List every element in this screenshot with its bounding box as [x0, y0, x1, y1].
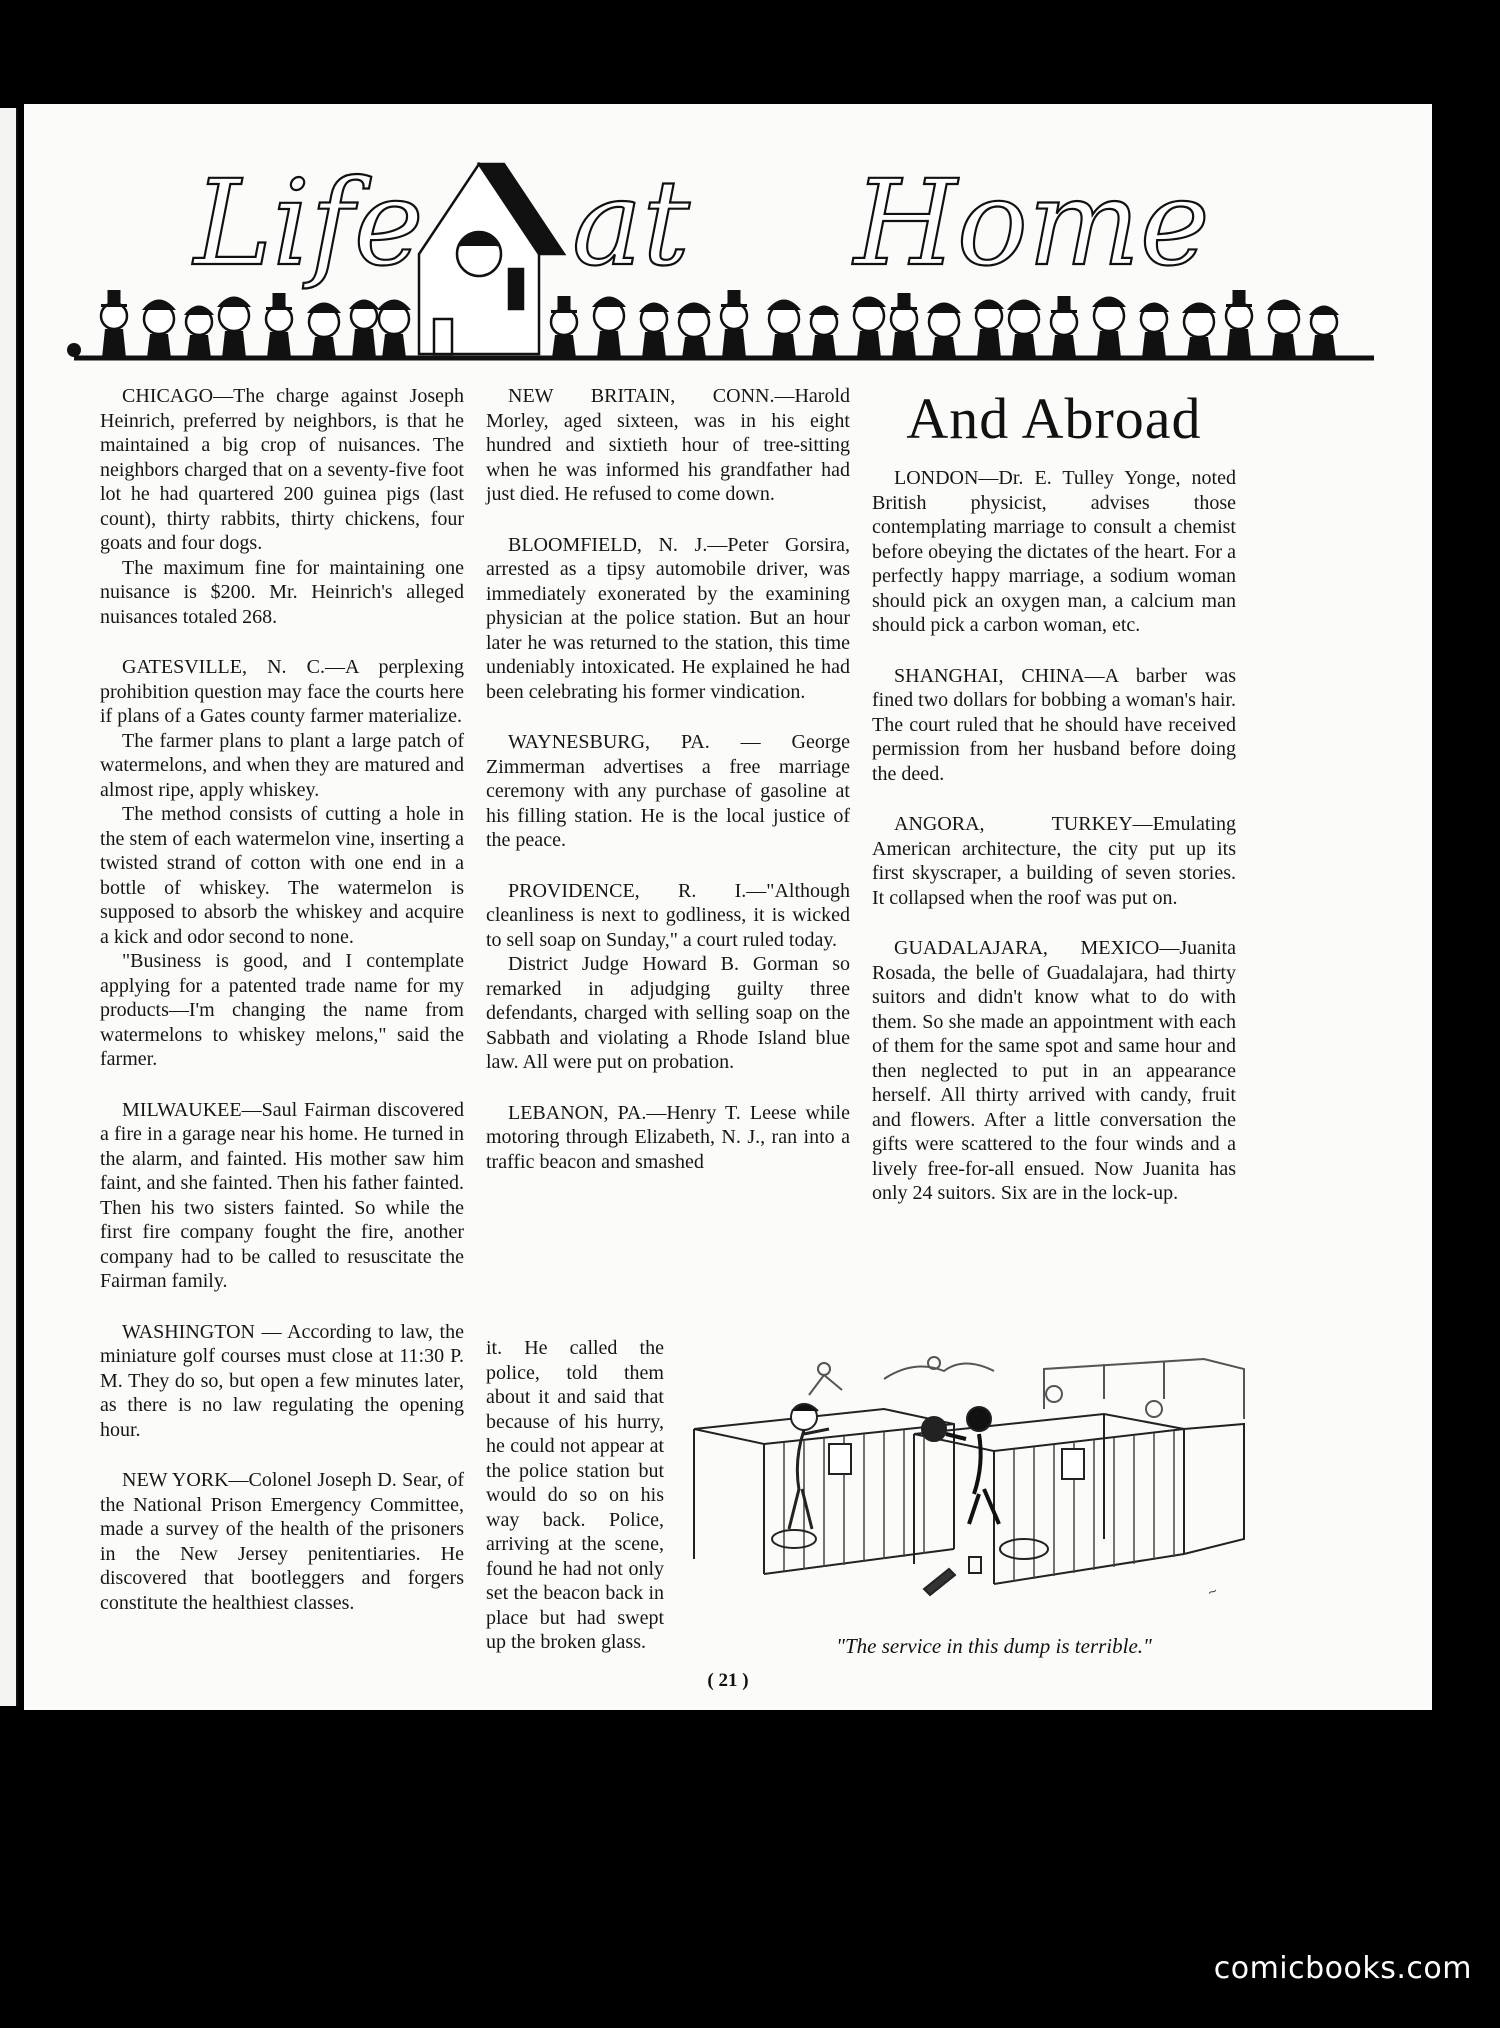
ground-end-left — [67, 343, 81, 357]
parade-figure — [767, 300, 801, 359]
parade-figure — [891, 293, 917, 358]
news-item-chicago — [100, 384, 464, 629]
abroad-heading: And Abroad — [906, 386, 1202, 451]
news-item-bloomfield — [486, 533, 850, 705]
paragraph: District Judge Howard B. Gorman so remarked in adjudging guilty three defendants, charged with selling soap on the Sabbath and violating a Rhode Island blue law. All were put on probation. — [486, 953, 850, 1073]
paragraph: The farmer plans to plant a large patch of watermelons, and when they are matured and almost ripe, apply whiskey. — [100, 729, 464, 801]
parade-figure — [266, 293, 292, 358]
parade-figure — [1092, 297, 1126, 359]
artist-signature: ~ — [1205, 1583, 1220, 1600]
paragraph: GATESVILLE, N. C.—A perplexing prohibition question may face the courts here if plans of a Gates county farmer materialize. — [100, 656, 464, 727]
header-title — [192, 154, 1210, 292]
news-item-new-york — [100, 1468, 464, 1615]
parade-figure — [1267, 300, 1301, 359]
parade-figure — [852, 297, 886, 359]
news-item-london — [872, 466, 1236, 638]
parade-figure — [1051, 296, 1077, 358]
paragraph: MILWAUKEE—Saul Fairman discovered a fire in a garage near his home. He turned in the alarm, and fainted. His mother saw him faint, and she fainted. Then his father fainted. Then his two sisters fainted. So while the first fire company fought the fire, another company had to be called to resuscitate the Fairman family. — [100, 1098, 464, 1292]
parade-figure — [1007, 300, 1041, 359]
paragraph: WAYNESBURG, PA. — George Zimmerman advertises a free marriage ceremony with any purchase of gasoline at his filling station. He is the local justice of the peace. — [486, 731, 850, 851]
paragraph: NEW BRITAIN, CONN.—Harold Morley, aged sixteen, was in his eight hundred and sixtieth hour of tree-sitting when he was informed his grandfather had just died. He refused to come down. — [486, 385, 850, 505]
parade-figure — [809, 306, 839, 359]
paragraph: The method consists of cutting a hole in the stem of each watermelon vine, inserting a twisted strand of cotton with one end in a bottle of whiskey. The watermelon is supposed to absorb the whiskey and acquire a kick and odor second to none. — [100, 803, 464, 948]
news-item-lebanon — [486, 1101, 850, 1175]
paragraph: The maximum fine for maintaining one nuisance is $200. Mr. Heinrich's alleged nuisances totaled 268. — [100, 556, 464, 628]
parade-figure — [184, 306, 214, 359]
facing-page-edge — [0, 108, 18, 1706]
column-home-1 — [100, 384, 464, 1641]
title-home: Home — [854, 154, 1210, 292]
news-item-providence — [486, 879, 850, 1075]
news-item-waynesburg — [486, 730, 850, 853]
news-item-new-britain — [486, 384, 850, 507]
paragraph: ANGORA, TURKEY—Emulating American architecture, the city put up its first skyscraper, a building of seven stories. It collapsed when the roof was put on. — [872, 813, 1236, 909]
floor-objects — [772, 1530, 1048, 1595]
paragraph: LEBANON, PA.—Henry T. Leese while motoring through Elizabeth, N. J., ran into a traffic beacon and smashed — [486, 1101, 850, 1173]
parade-figure — [927, 303, 961, 359]
cartoon-illustration — [684, 1339, 1294, 1629]
parade-figure — [217, 297, 251, 359]
paragraph: GUADALAJARA, MEXICO—Juanita Rosada, the belle of Guadalajara, had thirty suitors and didn't know what to do with them. So she made an appointment with each of them for the same spot and same hour and then neglected to put in an appearance herself. All thirty arrived with candy, fruit and flowers. After a little conversation the gifts were scattered to the four winds and a lively free-for-all ensued. Now Juanita has only 24 suitors. Six are in the lock-up. — [872, 937, 1236, 1204]
parade-figure — [101, 290, 127, 358]
site-watermark: comicbooks.com — [1213, 1951, 1472, 1986]
news-item-washington — [100, 1320, 464, 1443]
parade-figure — [677, 303, 711, 359]
parade-figure — [551, 296, 577, 358]
parade-figure — [1309, 306, 1339, 359]
news-item-angora — [872, 812, 1236, 910]
house-icon — [419, 164, 564, 354]
title-life: Life — [194, 154, 424, 292]
column-home-2 — [486, 384, 850, 1200]
news-item-milwaukee — [100, 1098, 464, 1294]
parade-figures — [101, 290, 1339, 358]
news-item-gatesville — [100, 655, 464, 1072]
page-number: ( 21 ) — [707, 1670, 749, 1691]
paragraph: SHANGHAI, CHINA—A barber was fined two dollars for bobbing a woman's hair. The court ruled that he should have received permission from her husband before doing the deed. — [872, 664, 1236, 785]
parade-figure — [1182, 303, 1216, 359]
parade-figure — [1139, 303, 1169, 359]
column-home-2-continuation: it. He called the police, told them about it and said that because of his hurry, he could not appear at the police station but would do so on his way back. Police, arriving at the scene, found he had not only set the beacon back in place but had swept up the broken glass. — [486, 1337, 664, 1653]
paragraph: "Business is good, and I contemplate applying for a patented trade name for my products—I'm changing the name from watermelons to whiskey melons," said the farmer. — [100, 950, 464, 1070]
news-item-shanghai — [872, 664, 1236, 787]
parade-figure — [349, 300, 379, 359]
magazine-page — [24, 104, 1432, 1710]
parade-figure — [639, 303, 669, 359]
news-item-guadalajara — [872, 936, 1236, 1206]
parade-figure — [1226, 290, 1252, 358]
parade-figure — [974, 300, 1004, 359]
header-illustration — [24, 104, 1432, 384]
paragraph: NEW YORK—Colonel Joseph D. Sear, of the National Prison Emergency Committee, made a survey of the health of the prisoners in the New Jersey penitentiaries. He discovered that bootleggers and forgers constitute the healthiest classes. — [100, 1469, 464, 1614]
cartoon-caption: "The service in this dump is terrible." — [836, 1634, 1152, 1658]
paragraph: CHICAGO—The charge against Joseph Heinrich, preferred by neighbors, is that he maintained a big crop of nuisances. The neighbors charged that on a seventy-five foot lot he had quartered 200 guinea pigs (last count), thirty rabbits, thirty chickens, four goats and four dogs. — [100, 385, 464, 554]
inmate-figures — [789, 1404, 1084, 1529]
paragraph: BLOOMFIELD, N. J.—Peter Gorsira, arrested as a tipsy automobile driver, was immediately exonerated by the examining physician at the police station. But an hour later he was returned to the station, this time undeniably intoxicated. He explained he had been celebrating his former vindication. — [486, 533, 850, 703]
page-header — [24, 104, 1432, 384]
column-abroad — [872, 384, 1236, 1232]
title-at: at — [572, 154, 690, 292]
parade-figure — [142, 300, 176, 359]
paragraph: WASHINGTON — According to law, the miniature golf courses must close at 11:30 P. M. They do so, but open a few minutes later, as there is no law regulating the opening hour. — [100, 1320, 464, 1441]
parade-figure — [307, 303, 341, 359]
paragraph: PROVIDENCE, R. I.—"Although cleanliness is next to godliness, it is wicked to sell soap on Sunday," a court ruled today. — [486, 879, 850, 951]
parade-figure — [592, 297, 626, 359]
parade-figure — [721, 290, 747, 358]
paragraph: LONDON—Dr. E. Tulley Yonge, noted British physicist, advises those contemplating marriage to consult a chemist before obeying the dictates of the heart. For a perfectly happy marriage, a sodium woman should pick an oxygen man, a calcium man should pick a carbon woman, etc. — [872, 467, 1236, 636]
parade-figure — [377, 300, 411, 359]
